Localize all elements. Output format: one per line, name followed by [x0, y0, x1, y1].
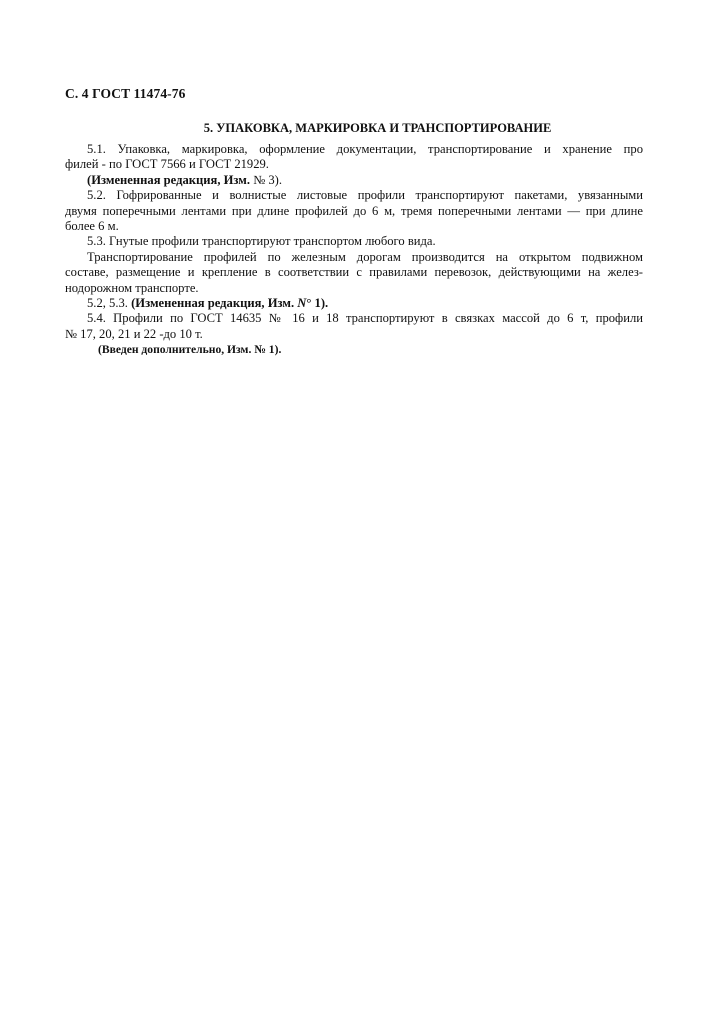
paragraph-5-3-line-1: 5.3. Гнутые профили транспортируют транспортом любого вида.	[87, 234, 436, 249]
amendment-label: (Измененная редакция, Изм.	[131, 295, 298, 310]
amendment-number: ° 1).	[306, 295, 329, 310]
amendment-number: № 3).	[250, 172, 282, 187]
paragraph-5-2-line-2: двумя поперечными лентами при длине профилей до 6 м, тремя поперечными лентами — при длине	[65, 203, 643, 218]
paragraph-5-2-line-1: 5.2. Гофрированные и волнистые листовые профили транспортируют пакетами, увязанными	[87, 188, 643, 203]
page-header: С. 4 ГОСТ 11474-76	[65, 86, 186, 101]
section-title: 5. УПАКОВКА, МАРКИРОВКА И ТРАНСПОРТИРОВАНИЕ	[203, 121, 552, 135]
paragraph-5-4-amendment: (Введен дополнительно, Изм. № 1).	[98, 343, 282, 357]
paragraph-5-2-5-3-amendment	[65, 296, 643, 311]
section-body	[65, 142, 643, 357]
amendment-label: (Измененная редакция, Изм.	[87, 172, 251, 187]
paragraph-5-4-line-1: 5.4. Профили по ГОСТ 14635 № 16 и 18 транспортируют в связках массой до 6 т, профили	[87, 311, 643, 326]
paragraph-5-1-line-1: 5.1. Упаковка, маркировка, оформление документации, транспортирование и хранение про	[87, 142, 643, 156]
paragraph-transport-line-2: составе, размещение и крепление в соответствии с правилами перевозок, действующими на желез-	[65, 265, 643, 280]
paragraph-5-4-line-2: № 17, 20, 21 и 22 -до 10 т.	[65, 326, 203, 341]
amendment-prefix: 5.2, 5.3.	[87, 295, 132, 310]
paragraph-5-1-amendment	[65, 173, 643, 188]
paragraph-transport-line-3: нодорожном транспорте.	[65, 280, 199, 295]
amendment-n: N	[297, 295, 307, 310]
paragraph-5-2-line-3: более 6 м.	[65, 218, 119, 233]
paragraph-5-1-line-2: филей - по ГОСТ 7566 и ГОСТ 21929.	[65, 157, 269, 172]
paragraph-transport-line-1: Транспортирование профилей по железным дорогам производится на открытом подвижном	[87, 249, 643, 264]
